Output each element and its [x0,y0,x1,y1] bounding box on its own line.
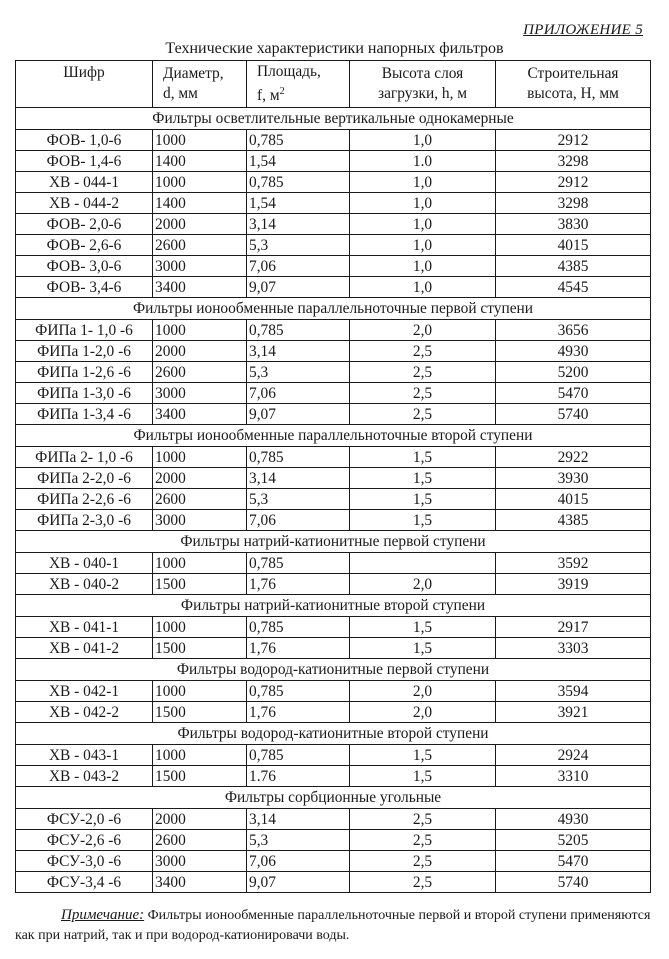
cell-build: 5740 [496,404,651,425]
header-row [16,61,651,108]
cell-build: 3921 [496,702,651,723]
cell-cipher: ФОВ- 3,0-6 [16,256,153,277]
cell-build: 4930 [496,809,651,830]
table-row [16,235,651,256]
cell-diameter: 3400 [153,404,247,425]
cell-cipher: ФИПа 1-2,0 -6 [16,341,153,362]
cell-area: 0,785 [247,745,350,766]
cell-diameter: 1400 [153,151,247,172]
cell-build: 5205 [496,830,651,851]
cell-build: 4385 [496,256,651,277]
table-row [16,681,651,702]
table-row [16,277,651,298]
cell-build: 4385 [496,510,651,531]
table-row [16,130,651,151]
cell-cipher: ХВ - 042-2 [16,702,153,723]
cell-layer: 1,5 [350,447,496,468]
cell-area: 5,3 [247,830,350,851]
cell-diameter: 1000 [153,745,247,766]
cell-build: 3592 [496,553,651,574]
cell-layer [350,553,496,574]
cell-diameter: 3000 [153,383,247,404]
cell-diameter: 1500 [153,702,247,723]
cell-area: 9,07 [247,277,350,298]
filters-table [15,60,651,893]
cell-build: 5740 [496,872,651,893]
cell-diameter: 1000 [153,681,247,702]
table-row [16,172,651,193]
group-header-row [16,723,651,745]
cell-layer: 1,5 [350,468,496,489]
cell-area: 3,14 [247,468,350,489]
cell-build: 4930 [496,341,651,362]
cell-area: 1.76 [247,766,350,787]
cell-diameter: 3400 [153,872,247,893]
cell-area: 1,76 [247,574,350,595]
appendix-label: ПРИЛОЖЕНИЕ 5 [523,22,643,38]
cell-diameter: 1400 [153,193,247,214]
group-header-row [16,425,651,447]
cell-area: 1,54 [247,193,350,214]
group-header-row [16,595,651,617]
table-row [16,447,651,468]
header-layer [350,61,496,108]
cell-layer: 1,0 [350,214,496,235]
table-row [16,320,651,341]
cell-layer: 1,5 [350,510,496,531]
table-row [16,362,651,383]
cell-layer: 2,5 [350,830,496,851]
header-area-unit: f, м [257,87,280,105]
cell-cipher: ХВ - 041-1 [16,617,153,638]
header-diameter-unit: d, мм [163,85,198,102]
cell-diameter: 1000 [153,617,247,638]
cell-layer: 2,5 [350,362,496,383]
cell-layer: 2,5 [350,383,496,404]
cell-build: 2917 [496,617,651,638]
cell-diameter: 2000 [153,468,247,489]
cell-area: 9,07 [247,404,350,425]
cell-area: 0,785 [247,320,350,341]
cell-area: 0,785 [247,130,350,151]
cell-diameter: 1000 [153,553,247,574]
cell-area: 0,785 [247,553,350,574]
table-row [16,809,651,830]
table-row [16,510,651,531]
cell-area: 1,54 [247,151,350,172]
header-build-label: Строительная [527,65,619,82]
cell-area: 0,785 [247,172,350,193]
cell-area: 0,785 [247,681,350,702]
header-diameter-label: Диаметр, [163,65,224,82]
cell-cipher: ФСУ-3,0 -6 [16,851,153,872]
cell-cipher: ФСУ-3,4 -6 [16,872,153,893]
cell-layer: 2,0 [350,702,496,723]
header-area-label: Площадь, [257,62,321,80]
cell-build: 3594 [496,681,651,702]
group-title: Фильтры осветлительные вертикальные однокамерные [16,108,651,130]
group-header-row [16,787,651,809]
group-header-row [16,659,651,681]
table-row [16,872,651,893]
group-title: Фильтры водород-катионитные второй ступени [16,723,651,745]
cell-area: 7,06 [247,510,350,531]
cell-area: 0,785 [247,447,350,468]
cell-diameter: 1500 [153,574,247,595]
cell-build: 3656 [496,320,651,341]
cell-build: 5470 [496,851,651,872]
cell-diameter: 2000 [153,809,247,830]
cell-layer: 2,5 [350,341,496,362]
group-title: Фильтры ионообменные параллельноточные второй ступени [16,425,651,447]
group-header-row [16,108,651,130]
cell-build: 2924 [496,745,651,766]
cell-cipher: ФИПа 1- 1,0 -6 [16,320,153,341]
cell-layer: 2,0 [350,681,496,702]
cell-build: 3830 [496,214,651,235]
cell-cipher: ФИПа 1-3,4 -6 [16,404,153,425]
cell-diameter: 3000 [153,256,247,277]
cell-layer: 2,5 [350,851,496,872]
cell-cipher: ФОВ- 2,0-6 [16,214,153,235]
cell-cipher: ХВ - 042-1 [16,681,153,702]
cell-area: 5,3 [247,362,350,383]
table-row [16,256,651,277]
cell-cipher: ХВ - 043-1 [16,745,153,766]
page-title: Технические характеристики напорных фильтров [165,40,504,57]
cell-layer: 1.0 [350,151,496,172]
cell-cipher: ХВ - 044-2 [16,193,153,214]
cell-diameter: 1000 [153,320,247,341]
cell-build: 3298 [496,193,651,214]
cell-area: 5,3 [247,489,350,510]
cell-build: 2912 [496,172,651,193]
cell-diameter: 2600 [153,489,247,510]
cell-build: 5470 [496,383,651,404]
cell-build: 3303 [496,638,651,659]
cell-cipher: ФИПа 2-3,0 -6 [16,510,153,531]
cell-cipher: ФОВ- 2,6-6 [16,235,153,256]
cell-build: 3298 [496,151,651,172]
table-row [16,489,651,510]
cell-cipher: ХВ - 040-2 [16,574,153,595]
table-row [16,702,651,723]
cell-build: 4015 [496,235,651,256]
cell-cipher: ХВ - 041-2 [16,638,153,659]
table-row [16,341,651,362]
cell-layer: 1,5 [350,766,496,787]
table-row [16,851,651,872]
cell-layer: 2,5 [350,872,496,893]
cell-cipher: ФСУ-2,0 -6 [16,809,153,830]
cell-area: 5,3 [247,235,350,256]
cell-cipher: ФИПа 1-2,6 -6 [16,362,153,383]
table-body [16,108,651,893]
cell-area: 3,14 [247,809,350,830]
cell-layer: 2,0 [350,574,496,595]
cell-layer: 1,5 [350,489,496,510]
header-cipher-label: Шифр [63,64,105,81]
cell-layer: 2,5 [350,809,496,830]
group-title: Фильтры водород-катионитные первой ступени [16,659,651,681]
cell-cipher: ФИПа 2-2,6 -6 [16,489,153,510]
cell-diameter: 3000 [153,851,247,872]
cell-build: 4545 [496,277,651,298]
cell-cipher: ФОВ- 1,0-6 [16,130,153,151]
table-row [16,766,651,787]
header-build-unit: высота, H, мм [527,85,619,102]
table-row [16,383,651,404]
cell-cipher: ФИПа 1-3,0 -6 [16,383,153,404]
cell-area: 7,06 [247,256,350,277]
cell-area: 9,07 [247,872,350,893]
cell-diameter: 3000 [153,510,247,531]
header-layer-label: Высота слоя [381,65,464,82]
cell-cipher: ФОВ- 1,4-6 [16,151,153,172]
cell-cipher: ФОВ- 3,4-6 [16,277,153,298]
table-row [16,214,651,235]
table-row [16,553,651,574]
header-area [247,61,350,108]
cell-layer: 1,0 [350,172,496,193]
footnote [15,905,655,946]
table-row [16,404,651,425]
cell-area: 3,14 [247,214,350,235]
cell-layer: 2,0 [350,320,496,341]
cell-diameter: 2600 [153,235,247,256]
group-title: Фильтры ионообменные параллельноточные первой ступени [16,298,651,320]
cell-layer: 1,0 [350,130,496,151]
cell-area: 7,06 [247,383,350,404]
cell-cipher: ФСУ-2,6 -6 [16,830,153,851]
cell-area: 7,06 [247,851,350,872]
cell-diameter: 1500 [153,638,247,659]
table-row [16,617,651,638]
cell-layer: 1,0 [350,193,496,214]
cell-area: 1,76 [247,702,350,723]
header-area-sup: 2 [279,85,285,97]
cell-diameter: 1000 [153,172,247,193]
cell-layer: 1,0 [350,235,496,256]
cell-layer: 2,5 [350,404,496,425]
cell-area: 1,76 [247,638,350,659]
cell-layer: 1,5 [350,617,496,638]
footnote-text: Фильтры ионообменные параллельноточные первой и второй ступени применяются как при натрий, так и при водород-катионировачи воды. [15,908,651,943]
cell-diameter: 2000 [153,214,247,235]
header-diameter [153,61,247,108]
cell-layer: 1,5 [350,638,496,659]
cell-diameter: 1000 [153,130,247,151]
group-title: Фильтры сорбционные угольные [16,787,651,809]
cell-diameter: 2600 [153,362,247,383]
header-layer-unit: загрузки, h, м [377,85,468,102]
table-row [16,638,651,659]
cell-build: 5200 [496,362,651,383]
header-cipher [16,61,153,108]
cell-layer: 1,0 [350,277,496,298]
footnote-label: Примечание: [61,907,145,923]
group-header-row [16,298,651,320]
cell-layer: 1,0 [350,256,496,277]
table-row [16,193,651,214]
table-row [16,830,651,851]
table-row [16,468,651,489]
cell-diameter: 1500 [153,766,247,787]
cell-build: 3310 [496,766,651,787]
cell-build: 3919 [496,574,651,595]
header-build [496,61,651,108]
cell-layer: 1,5 [350,745,496,766]
group-title: Фильтры натрий-катионитные второй ступени [16,595,651,617]
cell-cipher: ХВ - 043-2 [16,766,153,787]
cell-cipher: ФИПа 2- 1,0 -6 [16,447,153,468]
cell-area: 3,14 [247,341,350,362]
cell-cipher: ФИПа 2-2,0 -6 [16,468,153,489]
table-row [16,151,651,172]
cell-cipher: ХВ - 040-1 [16,553,153,574]
cell-build: 3930 [496,468,651,489]
cell-area: 0,785 [247,617,350,638]
cell-diameter: 1000 [153,447,247,468]
cell-build: 2922 [496,447,651,468]
table-row [16,745,651,766]
cell-diameter: 2600 [153,830,247,851]
cell-build: 4015 [496,489,651,510]
cell-diameter: 2000 [153,341,247,362]
group-header-row [16,531,651,553]
cell-build: 2912 [496,130,651,151]
cell-cipher: ХВ - 044-1 [16,172,153,193]
table-header [16,61,651,108]
group-title: Фильтры натрий-катионитные первой ступени [16,531,651,553]
cell-diameter: 3400 [153,277,247,298]
table-row [16,574,651,595]
